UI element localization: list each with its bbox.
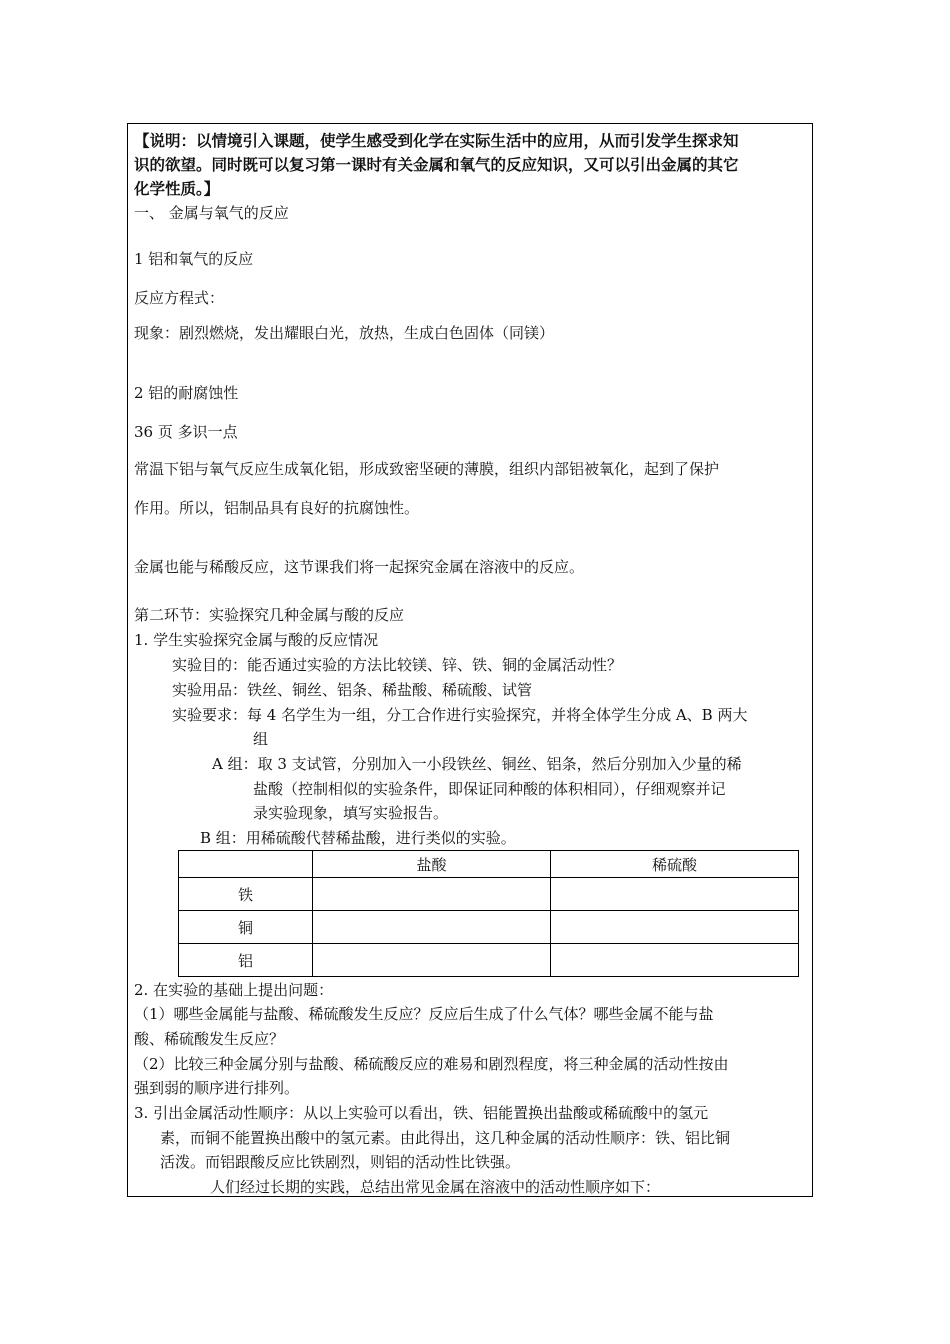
list-item-2: 2. 在实验的基础上提出问题： — [134, 981, 334, 999]
subheading-aluminum-oxygen: 1 铝和氧气的反应 — [134, 250, 254, 268]
table-header-cell: 盐酸 — [313, 851, 551, 878]
equation-label: 反应方程式： — [134, 289, 225, 307]
experiment-materials: 实验用品：铁丝、铜丝、铝条、稀盐酸、稀硫酸、试管 — [172, 681, 533, 699]
list-item-3-line-3: 活泼。而铝跟酸反应比铁剧烈，则铝的活动性比铁强。 — [160, 1153, 521, 1171]
closing-sentence: 人们经过长期的实践，总结出常见金属在溶液中的活动性顺序如下： — [210, 1178, 661, 1196]
question-2-line-1: （2）比较三种金属分别与盐酸、稀硫酸反应的难易和剧烈程度，将三种金属的活动性按由 — [134, 1055, 729, 1073]
table-cell — [551, 944, 799, 977]
list-item-1: 1. 学生实验探究金属与酸的反应情况 — [134, 631, 379, 649]
table-header-row — [179, 851, 799, 878]
table-cell — [313, 878, 551, 911]
question-1-line-2: 酸、稀硫酸发生反应？ — [134, 1030, 285, 1048]
table-row-label: 铁 — [179, 878, 313, 911]
list-item-3-line-2: 素，而铜不能置换出酸中的氢元素。由此得出，这几种金属的活动性顺序：铁、铝比铜 — [160, 1129, 731, 1147]
note-line-2: 识的欲望。同时既可以复习第一课时有关金属和氧气的反应知识，又可以引出金属的其它 — [134, 155, 739, 174]
table-cell — [313, 944, 551, 977]
phenomenon-text: 现象：剧烈燃烧，发出耀眼白光，放热，生成白色固体（同镁） — [134, 324, 555, 342]
paragraph-line-2: 作用。所以，铝制品具有良好的抗腐蚀性。 — [134, 499, 420, 517]
table-row — [179, 878, 799, 911]
group-a-line-3: 录实验现象，填写实验报告。 — [253, 804, 449, 822]
experiment-table — [178, 850, 799, 977]
transition-text: 金属也能与稀酸反应，这节课我们将一起探究金属在溶液中的反应。 — [134, 558, 585, 576]
list-item-3-line-1: 3. 引出金属活动性顺序：从以上实验可以看出，铁、铝能置换出盐酸或稀硫酸中的氢元 — [134, 1104, 709, 1122]
section1-heading: 一、 金属与氧气的反应 — [134, 204, 289, 222]
table-row-label: 铜 — [179, 911, 313, 944]
experiment-requirement-line-1: 实验要求：每 4 名学生为一组，分工合作进行实验探究，并将全体学生分成 A、B 两大 — [172, 706, 748, 724]
note-line-3: 化学性质。】 — [134, 179, 220, 198]
table-cell — [551, 878, 799, 911]
group-a-line-2: 盐酸（控制相似的实验条件，即保证同种酸的体积相同），仔细观察并记 — [253, 780, 726, 798]
experiment-purpose: 实验目的：能否通过实验的方法比较镁、锌、铁、铜的金属活动性？ — [172, 656, 623, 674]
page-reference: 36 页 多识一点 — [134, 423, 238, 441]
section2-heading: 第二环节：实验探究几种金属与酸的反应 — [134, 606, 405, 624]
table-cell — [551, 911, 799, 944]
group-b-text: B 组：用稀硫酸代替稀盐酸，进行类似的实验。 — [200, 829, 516, 847]
table-row — [179, 944, 799, 977]
question-1-line-1: （1）哪些金属能与盐酸、稀硫酸发生反应？反应后生成了什么气体？哪些金属不能与盐 — [134, 1005, 714, 1023]
group-a-line-1: A 组：取 3 支试管，分别加入一小段铁丝、铜丝、铝条，然后分别加入少量的稀 — [212, 755, 742, 773]
subheading-corrosion: 2 铝的耐腐蚀性 — [134, 384, 239, 402]
note-line-1: 【说明：以情境引入课题，使学生感受到化学在实际生活中的应用，从而引发学生探求知 — [134, 131, 739, 150]
table-cell — [313, 911, 551, 944]
table-row — [179, 911, 799, 944]
table-header-cell: 稀硫酸 — [551, 851, 799, 878]
experiment-requirement-line-2: 组 — [253, 730, 269, 748]
paragraph-line-1: 常温下铝与氧气反应生成氧化铝，形成致密坚硬的薄膜，组织内部铝被氧化，起到了保护 — [134, 460, 720, 478]
question-2-line-2: 强到弱的顺序进行排列。 — [134, 1079, 300, 1097]
table-row-label: 铝 — [179, 944, 313, 977]
table-header-cell — [179, 851, 313, 878]
